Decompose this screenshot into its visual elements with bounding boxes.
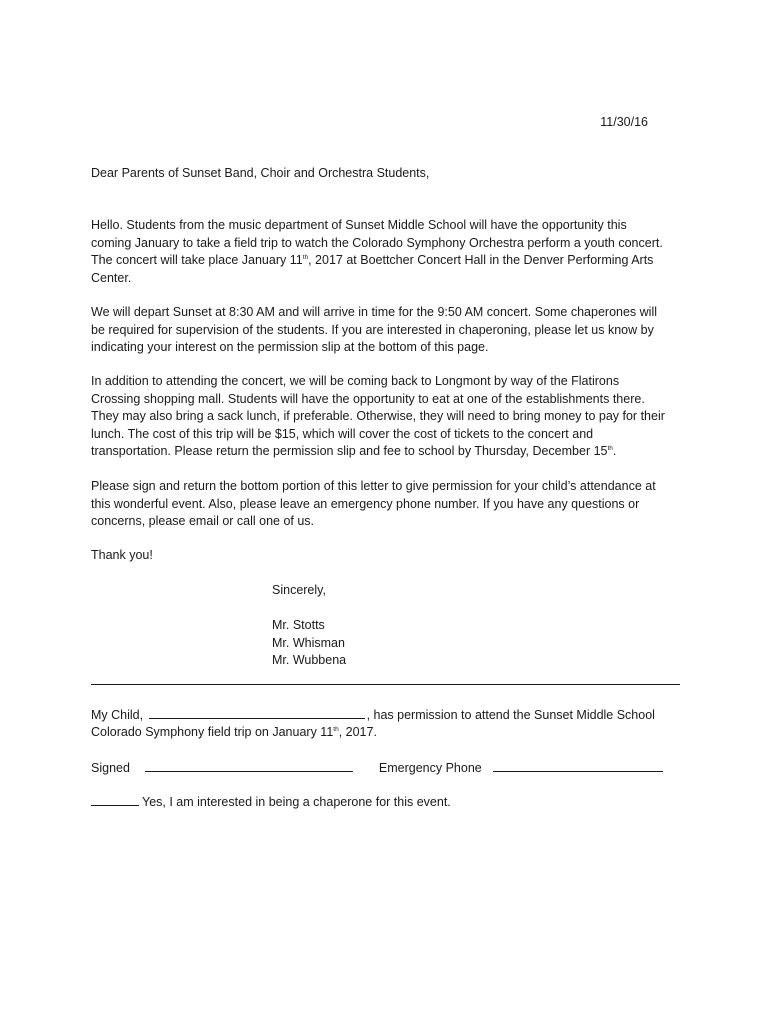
letter-date: 11/30/16 [600,115,648,129]
text-segment: Colorado Symphony field trip on January 11 [91,725,334,739]
cut-divider-line [91,684,680,685]
chaperone-row [91,793,451,812]
letter-greeting: Dear Parents of Sunset Band, Choir and Orchestra Students, [91,166,430,180]
signer-name: Mr. Stotts [272,618,325,632]
text-line [91,443,683,461]
permission-slip-child-line [91,706,655,725]
paragraph-instructions [91,478,683,531]
paragraph-lunch-cost [91,373,683,461]
emergency-phone-field[interactable] [493,759,663,772]
text-line: this wonderful event. Also, please leave an emergency phone number. If you have any questions or [91,496,640,511]
emergency-phone-label: Emergency Phone [378,761,482,775]
text-line: indicating your interest on the permission slip at the bottom of this page. [91,340,489,354]
text-line [91,252,683,270]
slip-child-label: My Child, [91,708,144,722]
text-line: Please sign and return the bottom portion of this letter to give permission for your child’s attendance at [91,479,656,493]
superscript: th [333,725,339,733]
chaperone-text: Yes, I am interested in being a chaperone for this event. [142,795,451,809]
text-line: lunch. The cost of this trip will be $15, which will cover the cost of tickets to the concert and [91,426,594,441]
signer-list [272,617,346,670]
text-line: In addition to attending the concert, we will be coming back to Longmont by way of the Flatirons [91,374,620,388]
permission-slip-trip-line [91,724,377,742]
paragraph-departure [91,304,683,357]
signature-field[interactable] [145,759,353,772]
signature-row [91,759,663,778]
text-segment: transportation. Please return the permission slip and fee to school by Thursday, December 15 [91,444,608,458]
text-segment: , 2017 at Boettcher Concert Hall in the Denver Performing Arts [308,253,654,267]
text-segment: . [612,444,617,458]
slip-permission-text: , has permission to attend the Sunset Middle School [366,708,655,722]
child-name-field[interactable] [149,706,365,719]
text-line: They may also bring a sack lunch, if preferable. Otherwise, they will need to bring money to pay for their [91,409,665,423]
text-line: We will depart Sunset at 8:30 AM and will arrive in time for the 9:50 AM concert. Some chaperones will [91,305,658,319]
chaperone-check-field[interactable] [91,793,139,806]
text-line: concerns, please email or call one of us. [91,514,315,528]
text-line: coming January to take a field trip to watch the Colorado Symphony Orchestra perform a youth concert. [91,235,663,250]
superscript: th [302,253,309,261]
thank-you-line: Thank you! [91,548,153,562]
text-line: Center. [91,270,132,285]
signer-name: Mr. Whisman [272,635,345,650]
text-segment: , 2017. [338,725,377,739]
text-line: Crossing shopping mall. Students will have the opportunity to eat at one of the establishments there. [91,391,645,406]
text-line: be required for supervision of the students. If you are interested in chaperoning, please let us know by [91,322,654,337]
text-line: Hello. Students from the music department of Sunset Middle School will have the opportunity this [91,218,627,232]
signed-label: Signed [91,761,130,775]
paragraph-intro [91,217,683,287]
text-segment: The concert will take place January 11 [91,253,303,267]
signer-name: Mr. Wubbena [272,653,347,667]
closing-sincerely: Sincerely, [272,583,326,597]
superscript: th [607,444,613,452]
